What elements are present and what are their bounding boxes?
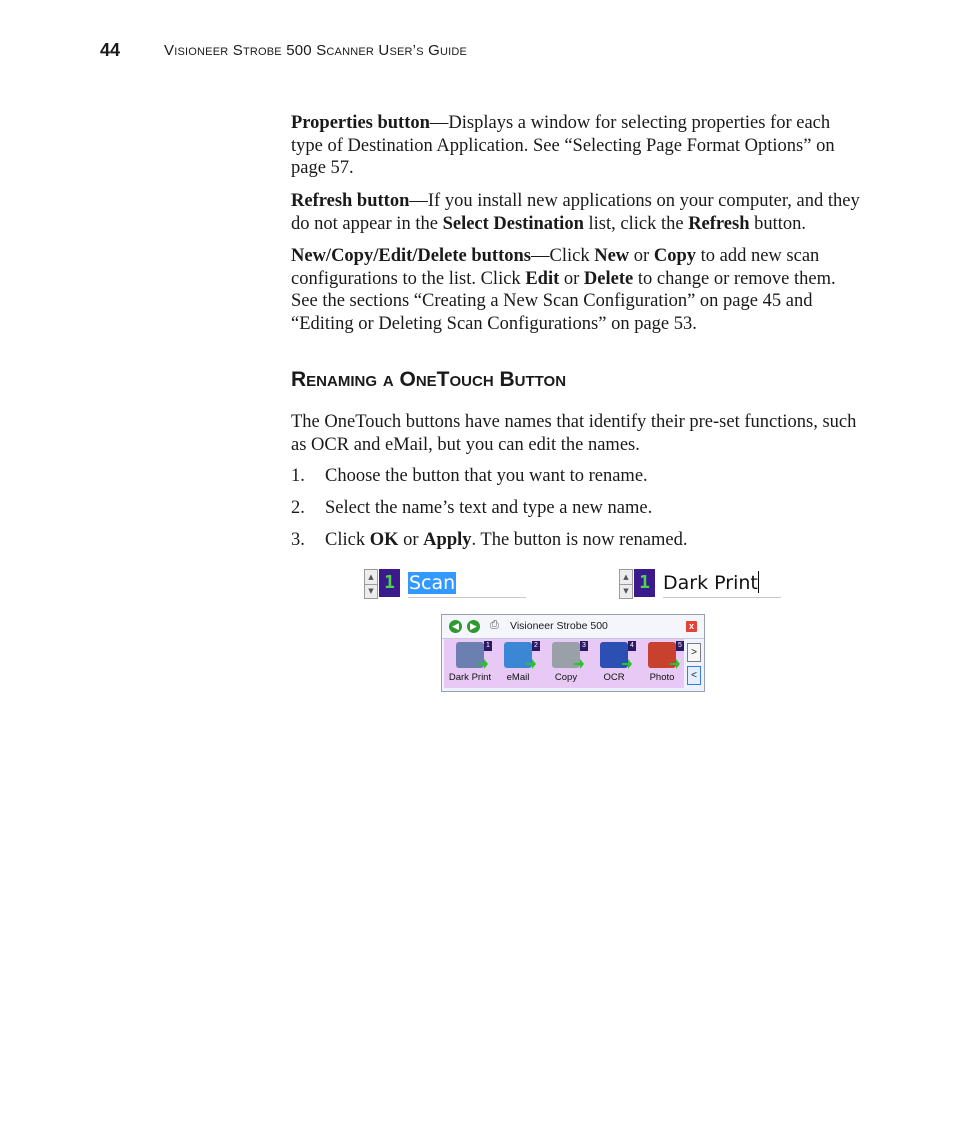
refresh-bold-1: Select Destination xyxy=(442,213,584,234)
spin-down-icon[interactable]: ▼ xyxy=(623,587,629,595)
refresh-bold-2: Refresh xyxy=(688,213,750,234)
panel-title: Visioneer Strobe 500 xyxy=(510,620,608,632)
typed-name-text: Dark Print xyxy=(663,572,758,594)
buttons-text-3: to add new scan configurations to the list. Click xyxy=(291,246,820,289)
spin-up-icon[interactable]: ▲ xyxy=(365,570,377,585)
section-title: Renaming a OneTouch Button xyxy=(291,368,567,391)
refresh-text-1: —If you install new applications on your computer, and they do not appear in the xyxy=(291,191,860,234)
buttons-paragraph xyxy=(291,245,861,335)
step-item xyxy=(291,529,687,551)
button-number-display: 1 xyxy=(379,569,400,597)
button-number-display: 1 xyxy=(634,569,655,597)
button-name-field[interactable] xyxy=(663,569,781,598)
button-number-badge: 5 xyxy=(676,641,684,651)
step-text: . The button is now renamed. xyxy=(471,530,688,550)
step-number: 1. xyxy=(291,466,305,486)
properties-paragraph xyxy=(291,112,861,180)
step-item xyxy=(291,497,652,519)
spin-up-icon[interactable]: ▲ xyxy=(620,570,632,585)
onetouch-button-email[interactable] xyxy=(494,639,542,688)
step-text: Click xyxy=(325,530,370,550)
step-text: or xyxy=(398,530,424,550)
step-number: 3. xyxy=(291,530,305,550)
buttons-bold-1: New xyxy=(594,246,630,266)
onetouch-button-photo[interactable] xyxy=(638,639,686,688)
buttons-text-2: or xyxy=(629,246,654,266)
section-intro xyxy=(291,411,861,456)
spin-down-icon[interactable]: ▼ xyxy=(368,587,374,595)
name-editor-after xyxy=(619,567,781,599)
button-label: OCR xyxy=(603,672,625,683)
step-bold-apply: Apply xyxy=(423,530,472,550)
buttons-bold-2: Copy xyxy=(653,246,696,266)
text-caret xyxy=(758,571,759,593)
button-number-badge: 2 xyxy=(532,641,540,651)
onetouch-button-ocr[interactable] xyxy=(590,639,638,688)
running-title: Visioneer Strobe 500 Scanner User’s Guide xyxy=(164,42,468,59)
page-number: 44 xyxy=(100,40,121,60)
close-icon[interactable]: x xyxy=(686,621,697,632)
name-editor-before xyxy=(364,567,526,599)
onetouch-button-dark-print[interactable] xyxy=(446,639,494,688)
step-bold-ok: OK xyxy=(369,530,399,550)
step-text: Choose the button that you want to rename. xyxy=(325,466,648,486)
button-label: Copy xyxy=(554,672,578,683)
refresh-paragraph xyxy=(291,190,861,235)
button-number-badge: 1 xyxy=(484,641,492,651)
back-arrow-icon[interactable]: ◀ xyxy=(449,620,462,633)
button-number-badge: 3 xyxy=(580,641,588,651)
buttons-text-1: —Click xyxy=(531,246,595,266)
step-number: 2. xyxy=(291,498,305,518)
properties-text: —Displays a window for selecting properties for each type of Destination Application. See “Selecting Page Format Options” on page 57. xyxy=(291,113,835,179)
forward-arrow-icon[interactable]: ▶ xyxy=(467,620,480,633)
onetouch-button-copy[interactable] xyxy=(542,639,590,688)
panel-button-strip xyxy=(444,639,684,688)
step-text: Select the name’s text and type a new name. xyxy=(325,498,653,518)
scanner-icon: ⎙ xyxy=(490,619,499,631)
buttons-text-4: or xyxy=(559,268,584,289)
refresh-text-3: button. xyxy=(749,213,807,234)
refresh-text-2: list, click the xyxy=(583,213,689,234)
scroll-left-button[interactable]: < xyxy=(687,666,701,685)
button-label: Photo xyxy=(649,672,675,683)
buttons-text-5: to change or remove them. See the sections “Creating a New Scan Configuration” on page 45 and “Editing or Deleting Scan Configurations” on page 53. xyxy=(291,268,836,334)
step-item xyxy=(291,465,648,487)
properties-term: Properties button xyxy=(291,113,430,133)
refresh-term: Refresh button xyxy=(291,191,410,211)
panel-titlebar xyxy=(442,615,704,639)
button-label: Dark Print xyxy=(448,672,492,683)
button-number-badge: 4 xyxy=(628,641,636,651)
selected-name-text[interactable]: Scan xyxy=(409,572,456,594)
buttons-bold-4: Delete xyxy=(583,268,634,289)
onetouch-panel xyxy=(441,614,705,692)
button-name-field[interactable] xyxy=(408,569,526,598)
scroll-right-button[interactable]: > xyxy=(687,643,701,662)
spinner-control[interactable] xyxy=(364,569,378,599)
buttons-term: New/Copy/Edit/Delete buttons xyxy=(291,246,531,266)
spinner-control[interactable] xyxy=(619,569,633,599)
button-label: eMail xyxy=(506,672,530,683)
section-intro-text: The OneTouch buttons have names that identify their pre-set functions, such as OCR and eMail, but you can edit the names. xyxy=(291,412,857,455)
buttons-bold-3: Edit xyxy=(525,268,560,289)
